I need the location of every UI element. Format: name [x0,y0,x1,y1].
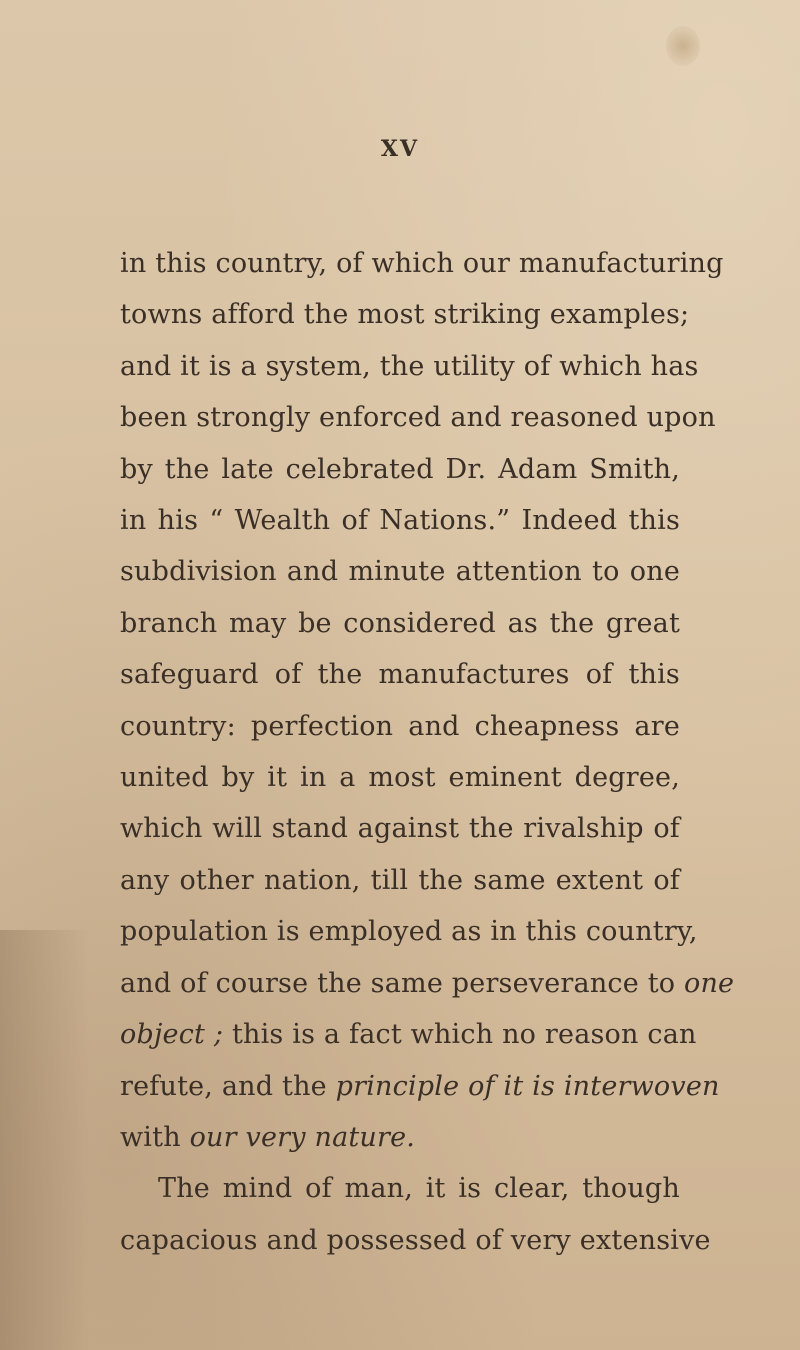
page-number: XV [380,136,420,162]
body-text [120,238,735,1266]
text-line: subdivision and minute attention to one [120,556,680,588]
text-line: by the late celebrated Dr. Adam Smith, [120,453,680,485]
text-line: with our very nature. [120,1121,416,1153]
paragraph-start-line: The mind of man, it is clear, though [158,1173,680,1205]
text-line: which will stand against the rivalship of [120,813,680,845]
text-line: object ; this is a fact which no reason can [120,1019,697,1051]
text-line: population is employed as in this country, [120,916,698,948]
paper-stain [666,26,700,66]
page-edge-shadow [0,930,90,1350]
italic-text: our very nature. [189,1121,416,1153]
text-line: refute, and the principle of it is interwoven [120,1070,720,1102]
text-line: and it is a system, the utility of which has [120,350,699,382]
text-line: united by it in a most eminent degree, [120,762,680,794]
italic-text: principle of it is interwoven [335,1070,720,1102]
italic-text: object ; [120,1019,232,1051]
text-line: capacious and possessed of very extensive [120,1224,711,1256]
text-line: towns afford the most striking examples; [120,299,690,331]
text-line: country: perfection and cheapness are [120,710,680,742]
text-line: in this country, of which our manufacturing [120,248,724,279]
text-line: safeguard of the manufactures of this [120,659,680,691]
text-line: branch may be considered as the great [120,607,680,639]
text-line: been strongly enforced and reasoned upon [120,402,716,434]
text-line: any other nation, till the same extent of [120,864,680,896]
text-line: in his “ Wealth of Nations.” Indeed this [120,505,680,537]
italic-text: one [684,967,735,999]
text-line: and of course the same perseverance to one [120,967,735,999]
